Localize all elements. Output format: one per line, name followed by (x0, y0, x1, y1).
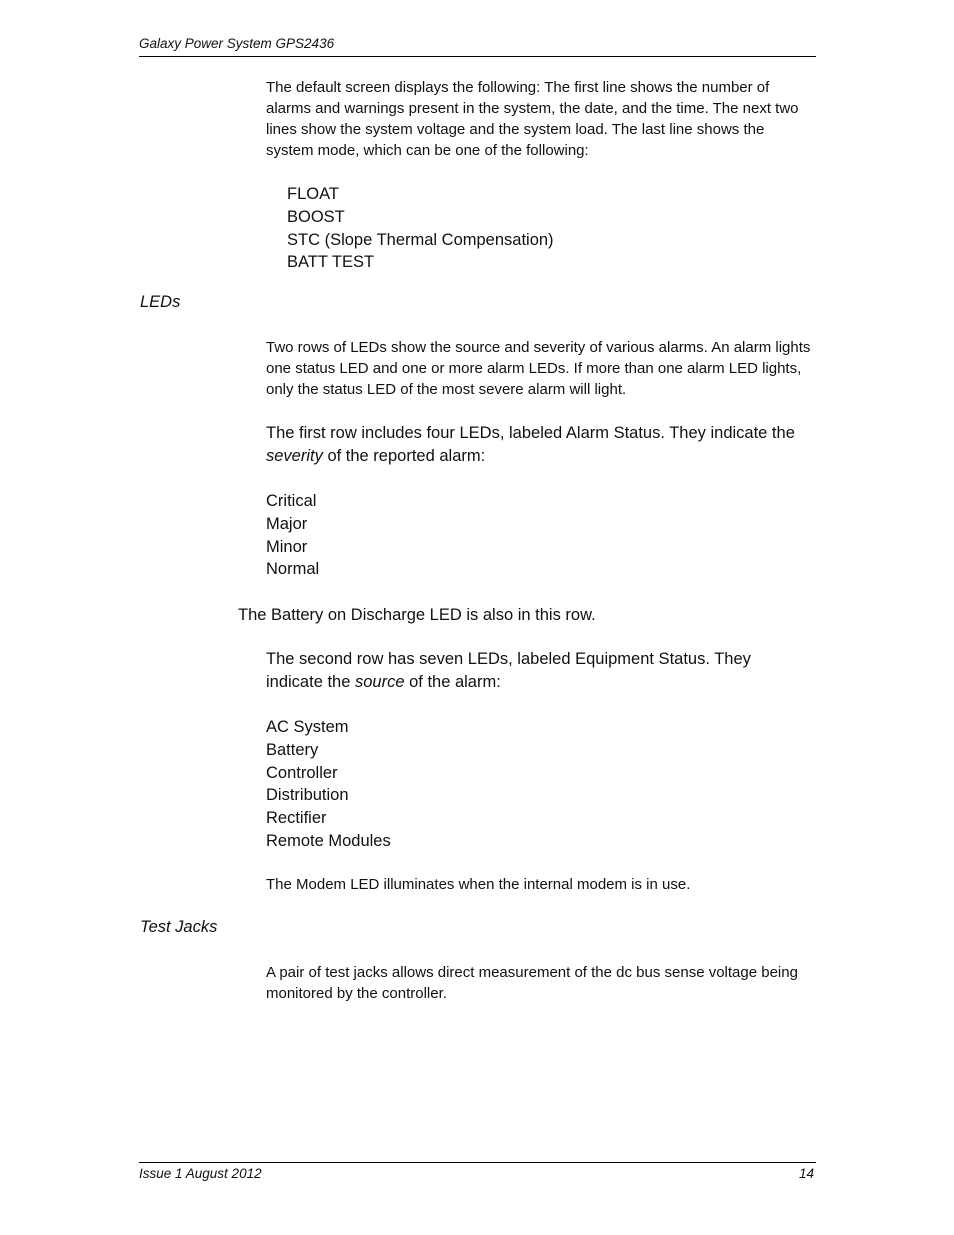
page-header (139, 36, 816, 57)
list-item: Distribution (266, 786, 349, 805)
equipment-status-paragraph: The second row has seven LEDs, labeled Equipment Status. They indicate the source of the alarm: (266, 650, 751, 691)
severity-emphasis: severity (266, 447, 323, 465)
list-item: FLOAT (287, 185, 339, 203)
list-item: Controller (266, 763, 338, 782)
section-heading-test-jacks: Test Jacks (140, 918, 218, 936)
issue-date: Issue 1 August 2012 (139, 1166, 262, 1181)
list-item: BATT TEST (287, 253, 375, 272)
section-heading-leds: LEDs (140, 293, 181, 311)
source-list (266, 716, 391, 853)
system-mode-list (287, 183, 554, 274)
list-item: BOOST (287, 207, 345, 226)
list-item: Major (266, 514, 308, 533)
page-footer (139, 1162, 816, 1181)
test-jacks-paragraph: A pair of test jacks allows direct measurement of the dc bus sense voltage being monitored by the controller. (266, 964, 798, 1002)
list-item: AC System (266, 718, 349, 736)
document-title: Galaxy Power System GPS2436 (139, 36, 335, 51)
list-item: Normal (266, 560, 320, 579)
list-item: STC (Slope Thermal Compensation) (287, 230, 554, 249)
source-emphasis: source (354, 673, 405, 691)
list-item: Rectifier (266, 809, 327, 828)
page-number: 14 (798, 1166, 814, 1181)
battery-discharge-paragraph: The Battery on Discharge LED is also in this row. (238, 606, 596, 624)
list-item: Minor (266, 537, 308, 556)
alarm-status-paragraph: The first row includes four LEDs, labeled Alarm Status. They indicate the severity of the reported alarm: (266, 424, 795, 465)
severity-list (266, 490, 319, 581)
intro-paragraph: The default screen displays the following: The first line shows the number of alarms and warnings present in the system, the date, and the time. The next two lines show the system voltage and the system load. The last line shows the system mode, which can be one of the following: (266, 79, 799, 159)
list-item: Battery (266, 740, 319, 759)
list-item: Remote Modules (266, 831, 391, 850)
leds-paragraph: Two rows of LEDs show the source and severity of various alarms. An alarm lights one status LED and one or more alarm LEDs. If more than one alarm LED lights, only the status LED of the most severe alarm will light. (266, 339, 811, 398)
list-item: Critical (266, 492, 317, 510)
modem-led-paragraph: The Modem LED illuminates when the internal modem is in use. (266, 876, 691, 893)
